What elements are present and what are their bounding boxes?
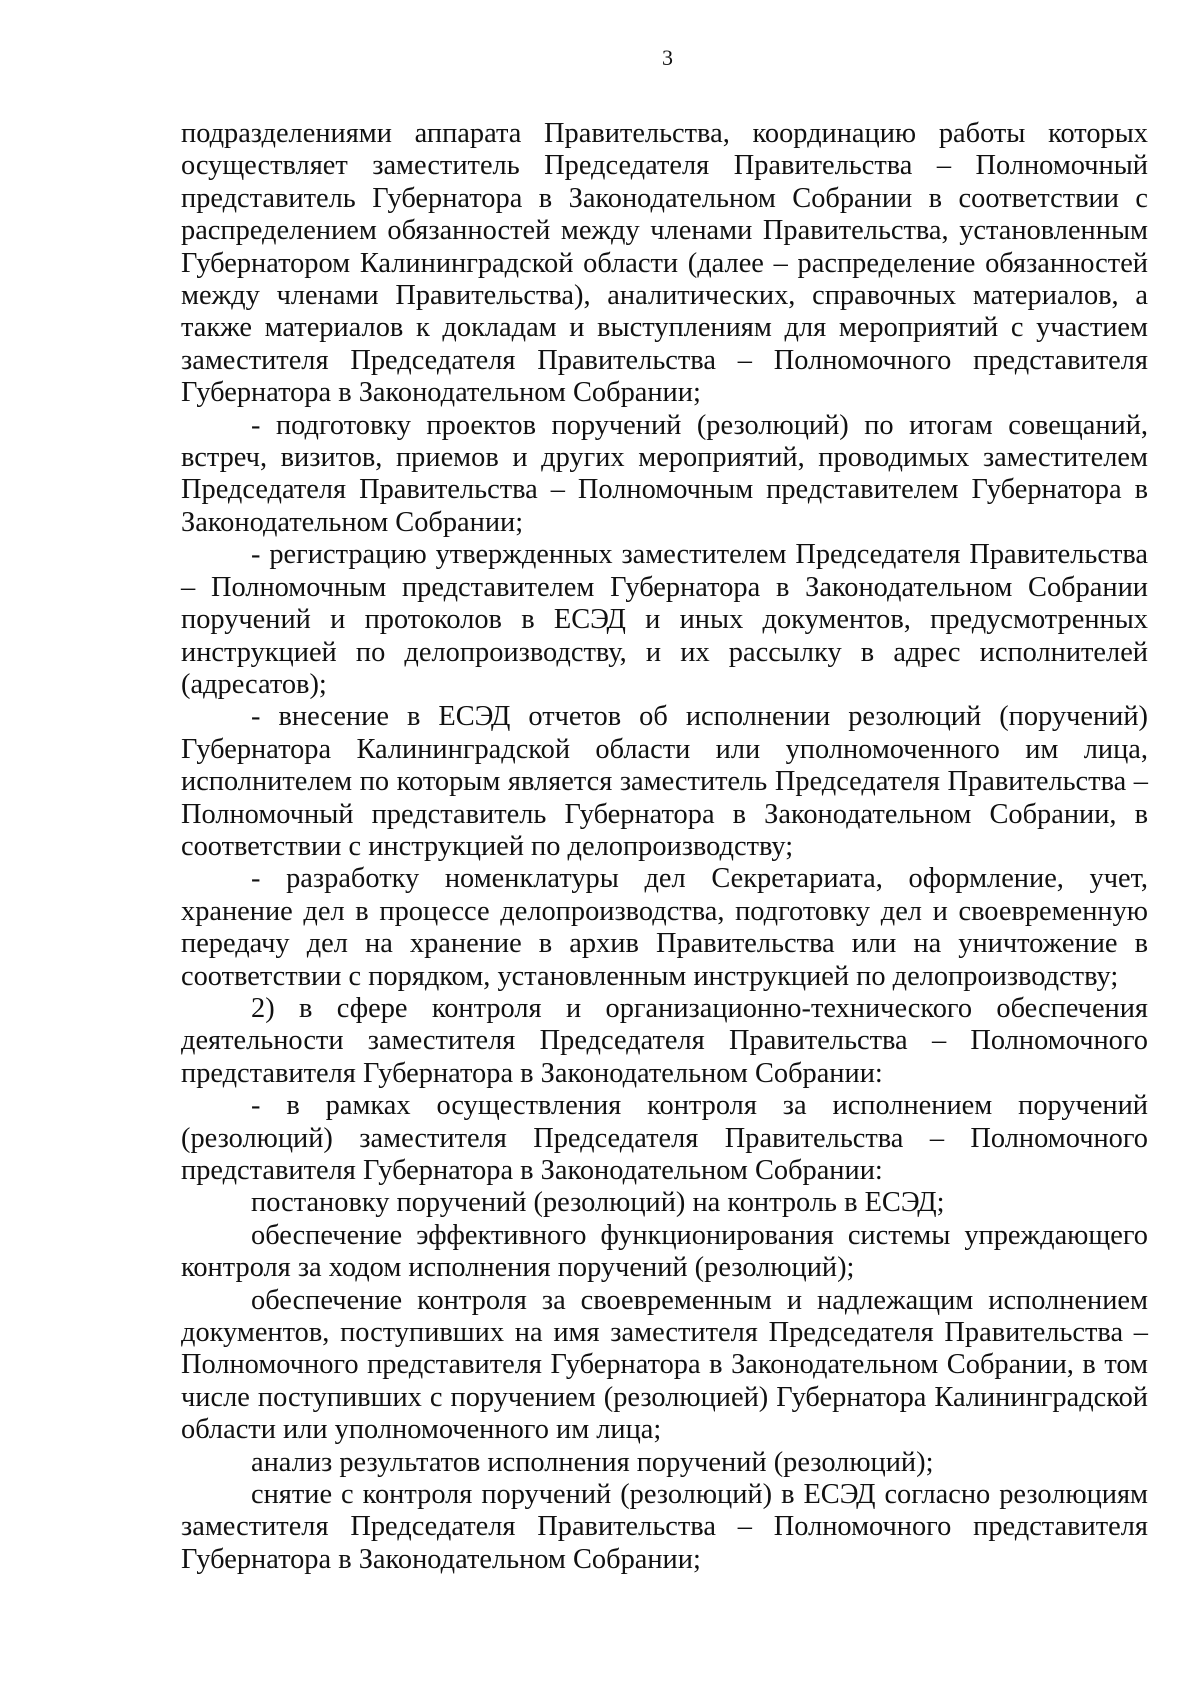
paragraph-control-system: обеспечение эффективного функционирования системы упреждающего контроля за ходом исполнения поручений (резолюций); — [181, 1219, 1148, 1284]
paragraph-control-setting: постановку поручений (резолюций) на контроль в ЕСЭД; — [251, 1187, 945, 1219]
paragraph-reports-entry: - внесение в ЕСЭД отчетов об исполнении резолюций (поручений) Губернатора Калининградской области или уполномоченного им лица, исполнителем по которым является заместитель Председателя Правительства – Полномочный представитель Губернатора в Законодательном Собрании, в соответствии с инструкцией по делопроизводству; — [181, 701, 1148, 862]
paragraph-nomenclature: - разработку номенклатуры дел Секретариата, оформление, учет, хранение дел в процессе делопроизводства, подготовку дел и своевременную передачу дел на хранение в архив Правительства или на уничтожение в соответствии с порядком, установленным инструкцией по делопроизводству; — [181, 863, 1148, 992]
paragraph-continuation: подразделениями аппарата Правительства, координацию работы которых осуществляет заместитель Председателя Правительства – Полномочный представитель Губернатора в Законодательном Собрании в соответствии с распределением обязанностей между членами Правительства, установленным Губернатором Калининградской области (далее – распределение обязанностей между членами Правительства), аналитических, справочных материалов, а также материалов к докладам и выступлениям для мероприятий с участием заместителя Председателя Правительства – Полномочного представителя Губернатора в Законодательном Собрании; — [181, 118, 1148, 409]
paragraph-registration: - регистрацию утвержденных заместителем Председателя Правительства – Полномочным представителем Губернатора в Законодательном Собрании поручений и протоколов в ЕСЭД и иных документов, предусмотренных инструкцией по делопроизводству, и их рассылку в адрес исполнителей (адресатов); — [181, 539, 1148, 700]
paragraph-control-intro: - в рамках осуществления контроля за исполнением поручений (резолюций) заместителя Председателя Правительства – Полномочного представителя Губернатора в Законодательном Собрании: — [181, 1090, 1148, 1186]
paragraph-removal: снятие с контроля поручений (резолюций) в ЕСЭД согласно резолюциям заместителя Председателя Правительства – Полномочного представителя Губернатора в Законодательном Собрании; — [181, 1479, 1148, 1575]
paragraph-control-documents: обеспечение контроля за своевременным и надлежащим исполнением документов, поступивших на имя заместителя Председателя Правительства – Полномочного представителя Губернатора в Законодательном Собрании, в том числе поступивших с поручением (резолюцией) Губернатора Калининградской области или уполномоченного им лица; — [181, 1284, 1148, 1446]
paragraph-analysis: анализ результатов исполнения поручений (резолюций); — [251, 1446, 934, 1478]
paragraph-section-2: 2) в сфере контроля и организационно-технического обеспечения деятельности заместителя Председателя Правительства – Полномочного представителя Губернатора в Законодательном Собрании: — [181, 992, 1148, 1089]
page-number: 3 — [662, 45, 673, 70]
document-body — [181, 118, 1148, 1576]
paragraph-drafting-instructions: - подготовку проектов поручений (резолюций) по итогам совещаний, встреч, визитов, приемов и других мероприятий, проводимых заместителем Председателя Правительства – Полномочным представителем Губернатора в Законодательном Собрании; — [181, 409, 1148, 538]
